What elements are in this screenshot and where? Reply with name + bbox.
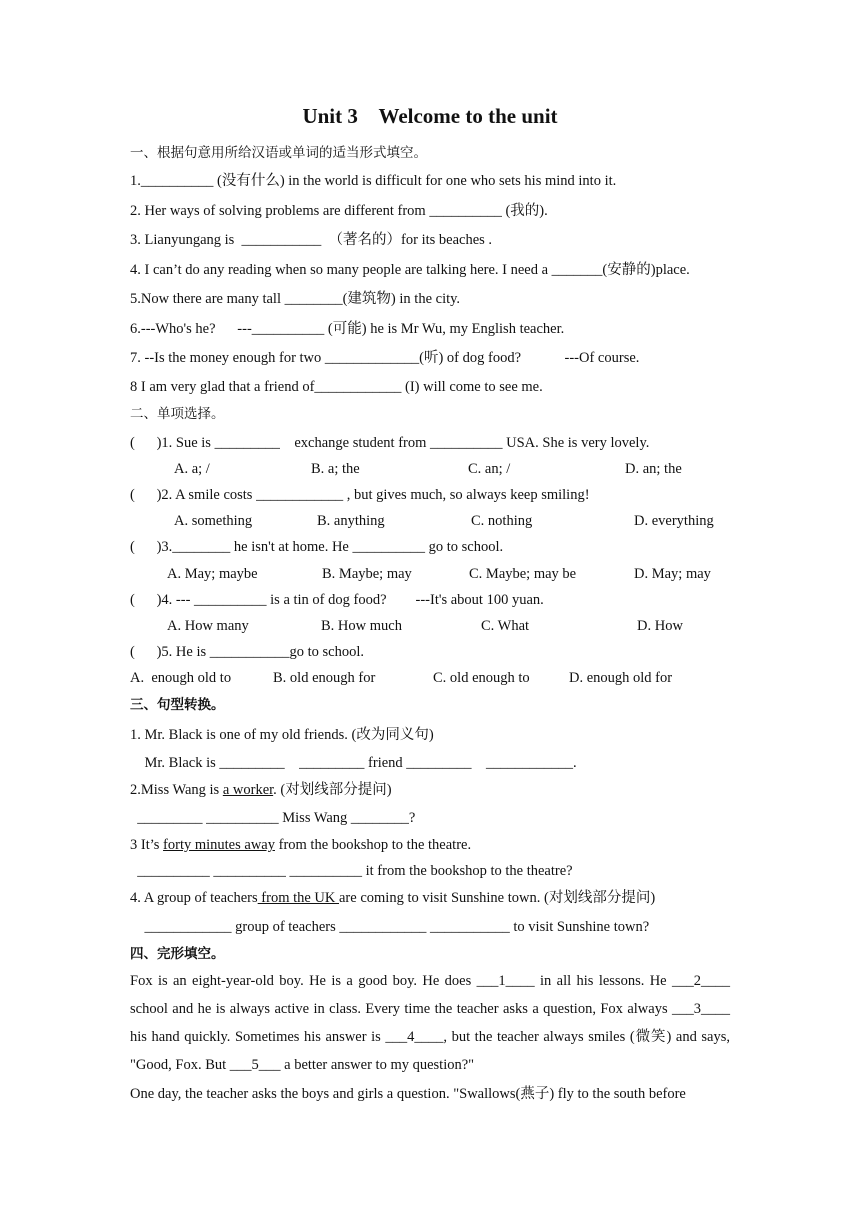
mc-q3-option-d: D. May; may — [634, 566, 711, 582]
mc-question-4: ( )4. --- __________ is a tin of dog food? ---It's about 100 yuan. — [130, 592, 544, 608]
q2-text-after: . (对划线部分提问) — [273, 782, 392, 798]
mc-q1-option-b: B. a; the — [311, 461, 360, 477]
q2-text-before: 2.Miss Wang is — [130, 782, 223, 798]
mc-question-1: ( )1. Sue is _________ exchange student from __________ USA. She is very lovely. — [130, 435, 650, 451]
q3-text-before: 3 It’s — [130, 837, 164, 853]
mc-q4-option-a: A. How many — [167, 618, 249, 634]
section1-item-5: 5.Now there are many tall ________(建筑物) in the city. — [130, 291, 461, 307]
q3-underlined-part: forty minutes away — [163, 837, 275, 853]
rewrite-question-2 — [130, 781, 392, 799]
page-title: Unit 3 Welcome to the unit — [302, 104, 558, 128]
mc-q5-option-b: B. old enough for — [273, 670, 376, 686]
mc-q5-option-d: D. enough old for — [569, 670, 673, 686]
mc-q2-option-c: C. nothing — [471, 513, 533, 529]
mc-q1-option-d: D. an; the — [625, 461, 682, 477]
mc-q5-option-c: C. old enough to — [433, 670, 530, 686]
q4-text-before: 4. A group of teachers — [130, 890, 258, 906]
mc-q2-option-d: D. everything — [634, 513, 714, 529]
rewrite-answer-4: ____________ group of teachers ____________ ___________ to visit Sunshine town? — [130, 919, 650, 935]
section1-heading: 一、根据句意用所给汉语或单词的适当形式填空。 — [130, 145, 427, 161]
mc-q4-option-d: D. How — [637, 618, 683, 634]
rewrite-question-4 — [130, 889, 655, 907]
section1-item-3: 3. Lianyungang is ___________ （著名的）for its beaches . — [130, 232, 493, 248]
section1-item-1: 1.__________ (没有什么) in the world is difficult for one who sets his mind into it. — [130, 173, 617, 189]
section3-heading: 三、句型转换。 — [130, 697, 225, 713]
rewrite-answer-2: _________ __________ Miss Wang ________? — [130, 810, 416, 826]
q3-text-after: from the bookshop to the theatre. — [274, 837, 472, 853]
mc-q2-option-a: A. something — [174, 513, 253, 529]
mc-question-2: ( )2. A smile costs ____________ , but gives much, so always keep smiling! — [130, 487, 590, 503]
mc-question-5: ( )5. He is ___________go to school. — [130, 644, 364, 660]
cloze-paragraph-2: One day, the teacher asks the boys and girls a question. "Swallows(燕子) fly to the south before — [130, 1086, 686, 1102]
rewrite-question-1: 1. Mr. Black is one of my old friends. (改为同义句) — [130, 727, 434, 743]
mc-q4-option-b: B. How much — [321, 618, 402, 634]
mc-q3-option-b: B. Maybe; may — [322, 566, 412, 582]
rewrite-question-3 — [130, 836, 471, 854]
mc-q1-option-c: C. an; / — [468, 461, 511, 477]
mc-q1-option-a: A. a; / — [174, 461, 210, 477]
section4-heading: 四、完形填空。 — [130, 946, 225, 962]
cloze-paragraph-1: Fox is an eight-year-old boy. He is a good boy. He does ___1____ in all his lessons. He ___2____ school and he is always active in class. Every time the teacher asks a question, Fox always ___3____ his hand quickly. Sometimes his answer is ___4____, but the teacher always smiles (微笑) and says, "Good, Fox. But ___5___ a better answer to my question?" — [130, 973, 730, 1073]
section1-item-8: 8 I am very glad that a friend of____________ (I) will come to see me. — [130, 379, 543, 395]
mc-q3-option-c: C. Maybe; may be — [469, 566, 577, 582]
section1-item-7: 7. --Is the money enough for two _____________(听) of dog food? ---Of course. — [130, 350, 640, 366]
section2-heading: 二、单项选择。 — [130, 406, 225, 422]
mc-q2-option-b: B. anything — [317, 513, 385, 529]
q4-text-after: are coming to visit Sunshine town. (对划线部分提问) — [339, 890, 656, 906]
rewrite-answer-3: __________ __________ __________ it from the bookshop to the theatre? — [130, 863, 573, 879]
section1-item-6: 6.---Who's he? ---__________ (可能) he is Mr Wu, my English teacher. — [130, 321, 565, 337]
mc-q3-option-a: A. May; maybe — [167, 566, 258, 582]
mc-question-3: ( )3.________ he isn't at home. He __________ go to school. — [130, 539, 504, 555]
mc-q5-option-a: A. enough old to — [130, 670, 232, 686]
q2-underlined-part: a worker — [222, 782, 274, 798]
section1-item-2: 2. Her ways of solving problems are different from __________ (我的). — [130, 203, 548, 219]
section1-item-4: 4. I can’t do any reading when so many people are talking here. I need a _______(安静的)place. — [130, 262, 690, 278]
rewrite-answer-1: Mr. Black is _________ _________ friend _________ ____________. — [130, 755, 577, 771]
mc-q4-option-c: C. What — [481, 618, 530, 634]
q4-underlined-part: from the UK — [257, 890, 339, 906]
